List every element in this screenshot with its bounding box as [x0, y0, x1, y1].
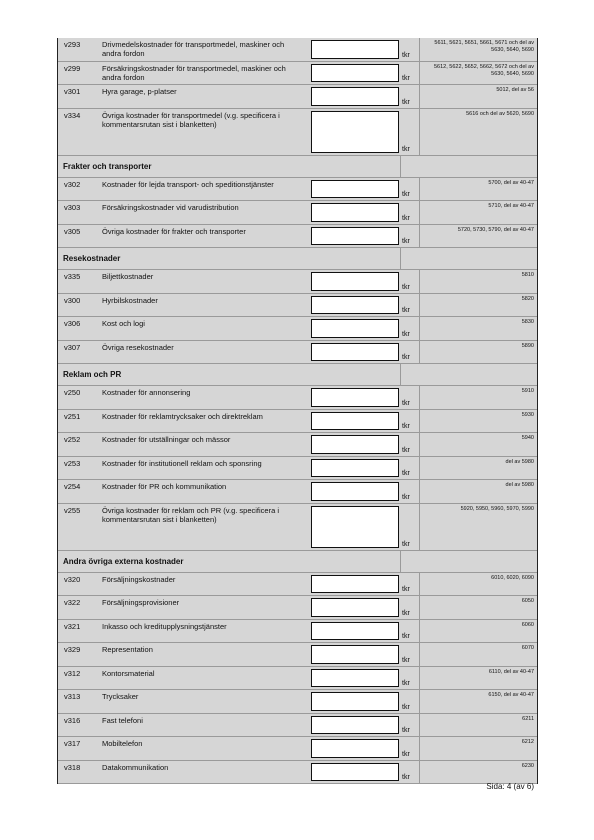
unit-label: tkr	[402, 191, 410, 198]
amount-input-v250[interactable]	[311, 388, 399, 407]
account-reference: 5700, del av 40-47	[419, 178, 537, 201]
section-blank-cell	[401, 248, 537, 269]
cost-description: Övriga kostnader för reklam och PR (v.g. specificera i kommentarsrutan sist i blanketten)	[102, 505, 280, 524]
amount-input-v318[interactable]	[311, 763, 399, 782]
amount-input-cell	[307, 667, 401, 690]
unit-label: tkr	[402, 470, 410, 477]
amount-input-cell	[307, 573, 401, 596]
amount-input-cell	[307, 386, 401, 409]
account-reference: 6050	[419, 596, 537, 619]
form-row-v302	[58, 178, 537, 202]
cost-description: Hyrbilskostnader	[102, 295, 158, 305]
amount-input-cell	[307, 109, 401, 155]
amount-input-v322[interactable]	[311, 598, 399, 617]
variable-code: v251	[64, 411, 81, 421]
form-row-v252	[58, 433, 537, 457]
variable-code: v306	[64, 319, 81, 328]
account-reference: 5940	[419, 433, 537, 456]
section-header	[58, 364, 537, 386]
form-row-v255	[58, 504, 537, 551]
unit-label: tkr	[402, 656, 410, 664]
variable-code: v313	[64, 692, 81, 701]
section-blank-cell	[401, 156, 537, 177]
variable-code: v300	[64, 295, 81, 305]
cost-description: Kontorsmaterial	[102, 668, 155, 678]
amount-input-cell	[307, 270, 401, 293]
form-row-v334	[58, 109, 537, 156]
unit-label: tkr	[402, 774, 410, 781]
cost-description: Mobiltelefon	[102, 739, 143, 748]
variable-code: v334	[64, 110, 81, 120]
unit-label: tkr	[402, 703, 410, 711]
form-row-v253	[58, 457, 537, 481]
amount-input-cell	[307, 178, 401, 201]
account-reference: 6010, 6020, 6090	[419, 573, 537, 596]
account-reference: 5611, 5621, 5651, 5661, 5671 och del av 5630, 5640, 5690	[419, 38, 537, 61]
section-title: Andra övriga externa kostnader	[58, 551, 401, 572]
account-reference: 5612, 5622, 5652, 5662, 5672 och del av 5630, 5640, 5690	[419, 62, 537, 85]
form-row-v312	[58, 667, 537, 691]
cost-description: Biljettkostnader	[102, 272, 154, 281]
variable-code: v318	[64, 762, 81, 772]
variable-code: v255	[64, 505, 81, 515]
amount-input-v329[interactable]	[311, 645, 399, 664]
amount-input-cell	[307, 85, 401, 108]
section-header	[58, 551, 537, 573]
amount-input-cell	[307, 410, 401, 433]
unit-label: tkr	[402, 283, 410, 291]
variable-code: v305	[64, 226, 81, 236]
amount-input-v293[interactable]	[311, 40, 399, 59]
amount-input-cell	[307, 480, 401, 503]
cost-description: Kostnader för PR och kommunikation	[102, 482, 227, 491]
amount-input-v302[interactable]	[311, 180, 399, 199]
form-row-v303	[58, 201, 537, 225]
variable-code: v316	[64, 715, 81, 725]
amount-input-cell	[307, 737, 401, 760]
section-header	[58, 248, 537, 270]
unit-label: tkr	[402, 399, 410, 407]
amount-input-cell	[307, 62, 401, 85]
cost-description: Kostnader för lejda transport- och speditionstjänster	[102, 179, 274, 189]
amount-input-cell	[307, 690, 401, 713]
account-reference: 5012, del av 56	[419, 85, 537, 108]
variable-code: v253	[64, 458, 81, 468]
cost-description: Försäljningskostnader	[102, 574, 176, 584]
form-row-v316	[58, 714, 537, 738]
account-reference: 5910	[419, 386, 537, 409]
amount-input-v335[interactable]	[311, 272, 399, 291]
account-reference: 6150, del av 40-47	[419, 690, 537, 713]
cost-description: Fast telefoni	[102, 715, 143, 725]
cost-description: Övriga kostnader för transportmedel (v.g. specificera i kommentarsrutan sist i blanketten)	[102, 110, 280, 129]
variable-code: v312	[64, 668, 81, 678]
form-row-v329	[58, 643, 537, 667]
unit-label: tkr	[402, 330, 410, 338]
account-reference: 6110, del av 40-47	[419, 667, 537, 690]
section-blank-cell	[401, 364, 537, 385]
form-row-v307	[58, 341, 537, 365]
amount-input-cell	[307, 294, 401, 317]
form-row-v251	[58, 410, 537, 434]
variable-code: v335	[64, 272, 81, 281]
variable-code: v307	[64, 342, 81, 352]
amount-input-v253[interactable]	[311, 459, 399, 478]
variable-code: v299	[64, 63, 81, 73]
form-row-v305	[58, 225, 537, 249]
amount-input-cell	[307, 341, 401, 364]
cost-description: Inkasso och kreditupplysningstjänster	[102, 621, 227, 631]
amount-input-cell	[307, 761, 401, 784]
unit-label: tkr	[402, 238, 410, 245]
amount-input-v300[interactable]	[311, 296, 399, 315]
variable-code: v254	[64, 482, 81, 491]
variable-code: v303	[64, 203, 81, 212]
unit-label: tkr	[402, 586, 410, 593]
account-reference: 6211	[419, 714, 537, 737]
amount-input-cell	[307, 596, 401, 619]
variable-code: v320	[64, 574, 81, 584]
cost-description: Kost och logi	[102, 319, 145, 328]
variable-code: v293	[64, 40, 81, 49]
account-reference: 5710, del av 40-47	[419, 201, 537, 224]
form-row-v306	[58, 317, 537, 341]
amount-input-cell	[307, 457, 401, 480]
section-header	[58, 156, 537, 178]
amount-input-cell	[307, 714, 401, 737]
amount-input-v307[interactable]	[311, 343, 399, 362]
unit-label: tkr	[402, 75, 410, 82]
cost-description: Kostnader för utställningar och mässor	[102, 435, 231, 444]
amount-input-cell	[307, 433, 401, 456]
variable-code: v322	[64, 598, 81, 607]
cost-description: Försäkringskostnader för transportmedel, maskiner och andra fordon	[102, 63, 286, 82]
cost-description: Hyra garage, p-platser	[102, 87, 177, 96]
form-row-v301	[58, 85, 537, 109]
section-title: Resekostnader	[58, 248, 401, 269]
variable-code: v317	[64, 739, 81, 748]
account-reference: 5810	[419, 270, 537, 293]
unit-label: tkr	[402, 354, 410, 361]
unit-label: tkr	[402, 423, 410, 430]
section-blank-cell	[401, 551, 537, 572]
cost-form-table	[57, 38, 538, 784]
amount-input-cell	[307, 225, 401, 248]
amount-input-v306[interactable]	[311, 319, 399, 338]
form-row-v321	[58, 620, 537, 644]
amount-input-cell	[307, 620, 401, 643]
account-reference: del av 5980	[419, 480, 537, 503]
account-reference: 5830	[419, 317, 537, 340]
amount-input-cell	[307, 317, 401, 340]
account-reference: del av 5980	[419, 457, 537, 480]
form-row-v293	[58, 38, 537, 62]
amount-input-v321[interactable]	[311, 622, 399, 641]
account-reference: 5890	[419, 341, 537, 364]
cost-description: Försäkringskostnader vid varudistribution	[102, 203, 239, 212]
account-reference: 5720, 5730, 5790, del av 40-47	[419, 225, 537, 248]
account-reference: 6212	[419, 737, 537, 760]
account-reference: 6230	[419, 761, 537, 784]
unit-label: tkr	[402, 609, 410, 617]
unit-label: tkr	[402, 540, 410, 548]
unit-label: tkr	[402, 214, 410, 222]
form-row-v322	[58, 596, 537, 620]
unit-label: tkr	[402, 98, 410, 106]
amount-input-v316[interactable]	[311, 716, 399, 735]
section-title: Frakter och transporter	[58, 156, 401, 177]
cost-description: Kostnader för institutionell reklam och sponsring	[102, 458, 262, 468]
account-reference: 6060	[419, 620, 537, 643]
amount-input-v255[interactable]	[311, 506, 399, 548]
amount-input-v303[interactable]	[311, 203, 399, 222]
amount-input-v320[interactable]	[311, 575, 399, 594]
cost-description: Kostnader för annonsering	[102, 388, 191, 397]
amount-input-cell	[307, 643, 401, 666]
amount-input-v254[interactable]	[311, 482, 399, 501]
amount-input-v305[interactable]	[311, 227, 399, 246]
unit-label: tkr	[402, 633, 410, 640]
cost-description: Kostnader för reklamtrycksaker och direktreklam	[102, 411, 263, 421]
form-row-v254	[58, 480, 537, 504]
unit-label: tkr	[402, 51, 410, 59]
amount-input-cell	[307, 201, 401, 224]
unit-label: tkr	[402, 680, 410, 687]
unit-label: tkr	[402, 307, 410, 314]
variable-code: v302	[64, 179, 81, 189]
amount-input-v313[interactable]	[311, 692, 399, 711]
cost-description: Övriga kostnader för frakter och transporter	[102, 226, 246, 236]
account-reference: 5820	[419, 294, 537, 317]
account-reference: 5930	[419, 410, 537, 433]
form-row-v318	[58, 761, 537, 785]
unit-label: tkr	[402, 750, 410, 758]
form-row-v335	[58, 270, 537, 294]
cost-description: Trycksaker	[102, 692, 139, 701]
amount-input-v301[interactable]	[311, 87, 399, 106]
amount-input-v299[interactable]	[311, 64, 399, 83]
amount-input-v312[interactable]	[311, 669, 399, 688]
form-row-v299	[58, 62, 537, 86]
cost-description: Försäljningsprovisioner	[102, 598, 180, 607]
variable-code: v329	[64, 645, 81, 654]
variable-code: v250	[64, 388, 81, 397]
account-reference: 5616 och del av 5620, 5690	[419, 109, 537, 155]
page-number: Sida: 4 (av 6)	[486, 782, 534, 791]
unit-label: tkr	[402, 446, 410, 454]
cost-description: Drivmedelskostnader för transportmedel, maskiner och andra fordon	[102, 40, 285, 58]
form-row-v250	[58, 386, 537, 410]
amount-input-cell	[307, 38, 401, 61]
amount-input-v251[interactable]	[311, 412, 399, 431]
unit-label: tkr	[402, 145, 410, 153]
unit-label: tkr	[402, 727, 410, 734]
variable-code: v321	[64, 621, 81, 631]
amount-input-v252[interactable]	[311, 435, 399, 454]
cost-description: Datakommunikation	[102, 762, 169, 772]
form-row-v317	[58, 737, 537, 761]
amount-input-v334[interactable]	[311, 111, 399, 153]
variable-code: v301	[64, 87, 81, 96]
variable-code: v252	[64, 435, 81, 444]
amount-input-cell	[307, 504, 401, 550]
amount-input-v317[interactable]	[311, 739, 399, 758]
account-reference: 5920, 5950, 5960, 5970, 5990	[419, 504, 537, 550]
form-row-v320	[58, 573, 537, 597]
cost-description: Representation	[102, 645, 153, 654]
account-reference: 6070	[419, 643, 537, 666]
form-row-v300	[58, 294, 537, 318]
form-row-v313	[58, 690, 537, 714]
section-title: Reklam och PR	[58, 364, 401, 385]
unit-label: tkr	[402, 493, 410, 501]
cost-description: Övriga resekostnader	[102, 342, 174, 352]
